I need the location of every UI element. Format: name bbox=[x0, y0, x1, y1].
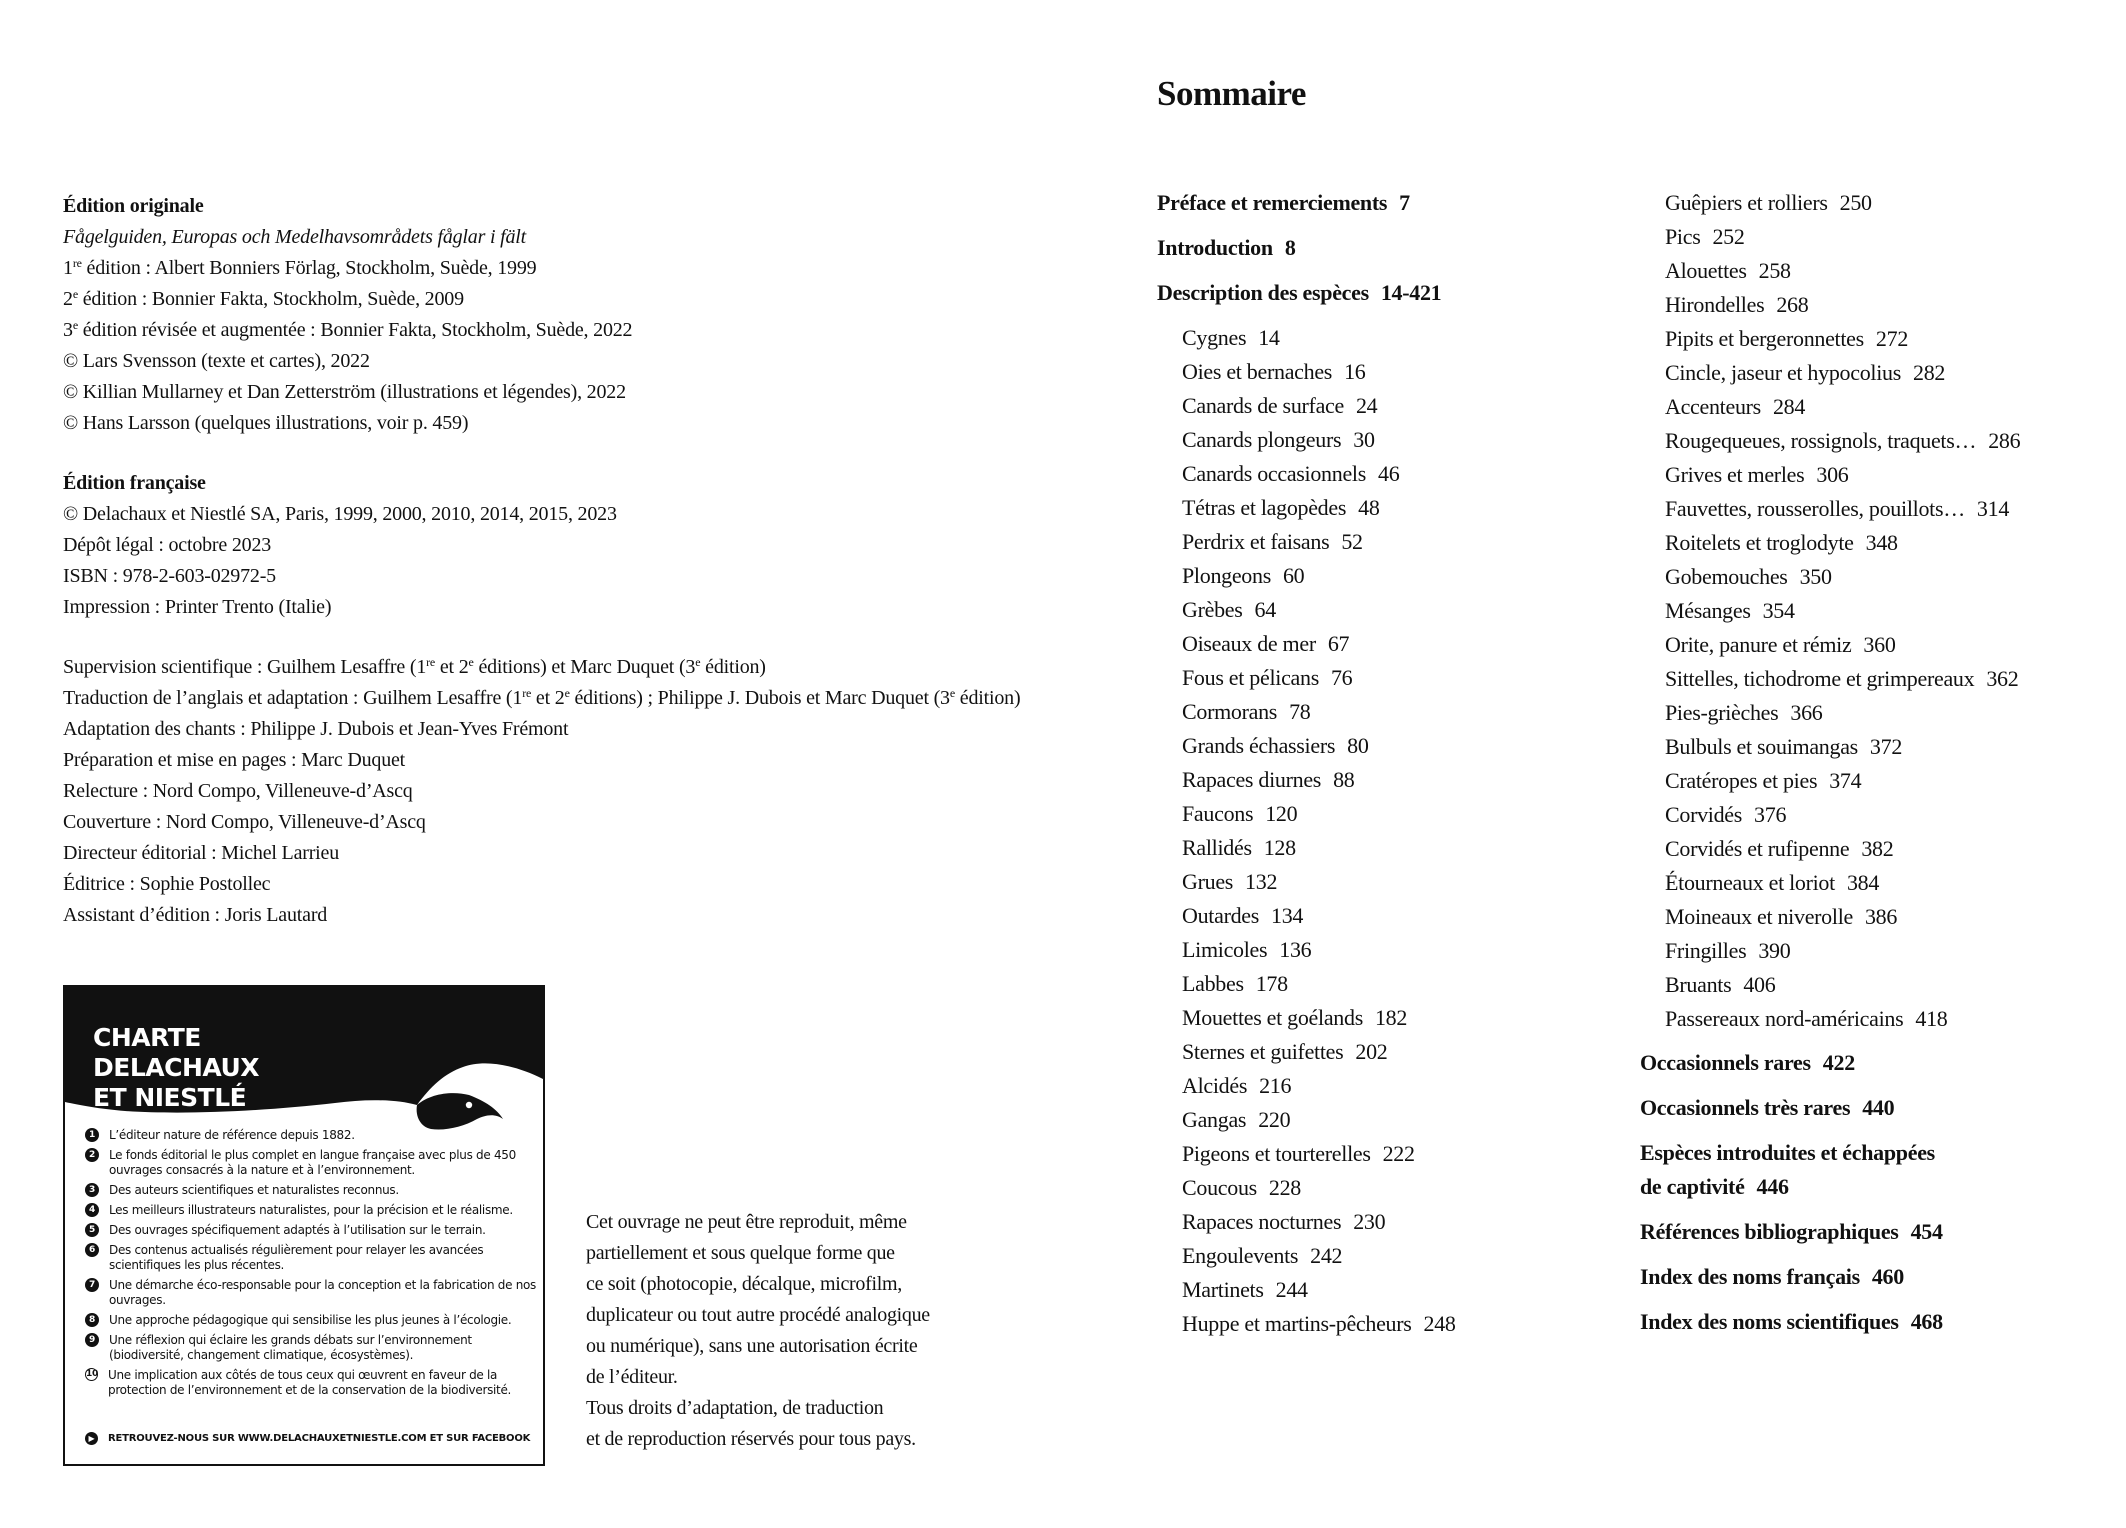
toc-label: Pics bbox=[1665, 224, 1701, 249]
edition-1-line: 1re édition : Albert Bonniers Förlag, Stockholm, Suède, 1999 bbox=[63, 256, 537, 279]
toc-page-number: 67 bbox=[1327, 631, 1350, 656]
charte-item-text: Une approche pédagogique qui sensibilise les plus jeunes à l’écologie. bbox=[109, 1313, 512, 1327]
toc-label: Cincle, jaseur et hypocolius bbox=[1665, 360, 1901, 385]
charte-item bbox=[85, 1203, 540, 1218]
charte-item-text: Le fonds éditorial le plus complet en langue française avec plus de 450 ouvrages consacrés à la nature et à l’environnement. bbox=[109, 1148, 516, 1177]
toc-entry bbox=[1640, 492, 2120, 526]
toc-entry bbox=[1157, 491, 1617, 525]
toc-label: Huppe et martins-pêcheurs bbox=[1182, 1311, 1412, 1336]
toc-label: Corvidés bbox=[1665, 802, 1743, 827]
toc-entry bbox=[1640, 390, 2120, 424]
toc-section bbox=[1640, 1091, 2120, 1125]
toc-entry bbox=[1640, 526, 2120, 560]
toc-label: Hirondelles bbox=[1665, 292, 1765, 317]
toc-entry bbox=[1157, 457, 1617, 491]
toc-label: Fauvettes, rousserolles, pouillots… bbox=[1665, 496, 1965, 521]
notice-line: Cet ouvrage ne peut être reproduit, même bbox=[586, 1211, 907, 1233]
toc-page-number: 14 bbox=[1258, 325, 1280, 350]
toc-entry bbox=[1157, 865, 1617, 899]
toc-label: Gangas bbox=[1182, 1107, 1247, 1132]
toc-page-number: 46 bbox=[1378, 461, 1400, 486]
toc-page-number: 216 bbox=[1259, 1073, 1292, 1098]
toc-entry bbox=[1640, 424, 2120, 458]
toc-entry bbox=[1640, 764, 2120, 798]
toc-page-number: 460 bbox=[1871, 1264, 1904, 1289]
toc-label: Canards de surface bbox=[1182, 393, 1344, 418]
charte-item-text: Des ouvrages spécifiquement adaptés à l’utilisation sur le terrain. bbox=[109, 1223, 486, 1237]
toc-page-number: 30 bbox=[1353, 427, 1375, 452]
toc-label: Outardes bbox=[1182, 903, 1260, 928]
toc-label: Alouettes bbox=[1665, 258, 1747, 283]
couverture-line: Couverture : Nord Compo, Villeneuve-d’Ascq bbox=[63, 811, 426, 833]
credits-block bbox=[63, 191, 1043, 931]
toc-entry bbox=[1157, 1069, 1617, 1103]
toc-label: Gobemouches bbox=[1665, 564, 1788, 589]
toc-section bbox=[1640, 1305, 2120, 1339]
toc-label: Rougequeues, rossignols, traquets… bbox=[1665, 428, 1977, 453]
toc-entry bbox=[1157, 1137, 1617, 1171]
copyright-svensson: © Lars Svensson (texte et cartes), 2022 bbox=[63, 350, 370, 372]
toc-entry bbox=[1157, 899, 1617, 933]
editrice-line: Éditrice : Sophie Postollec bbox=[63, 873, 271, 895]
toc-label: Bulbuls et souimangas bbox=[1665, 734, 1858, 759]
charte-item bbox=[85, 1313, 540, 1328]
charte-item-text: Des contenus actualisés régulièrement pour relayer les avancées scientifiques les plus récentes. bbox=[109, 1243, 484, 1272]
toc-section bbox=[1640, 1260, 2120, 1294]
number-badge-icon: 3 bbox=[85, 1183, 99, 1197]
toc-page-number: 248 bbox=[1423, 1311, 1456, 1336]
toc-section bbox=[1640, 1215, 2120, 1249]
isbn: ISBN : 978-2-603-02972-5 bbox=[63, 565, 276, 587]
toc-entry bbox=[1157, 1001, 1617, 1035]
toc-page-number: 360 bbox=[1863, 632, 1896, 657]
charte-item bbox=[85, 1148, 540, 1178]
toc-label: Fous et pélicans bbox=[1182, 665, 1319, 690]
charte-item bbox=[85, 1243, 540, 1273]
toc-entry bbox=[1157, 627, 1617, 661]
charte-item-text: L’éditeur nature de référence depuis 1882. bbox=[109, 1128, 355, 1142]
notice-line: duplicateur ou tout autre procédé analogique bbox=[586, 1304, 930, 1326]
toc-entry bbox=[1157, 389, 1617, 423]
toc-page-number: 128 bbox=[1263, 835, 1296, 860]
toc-entry bbox=[1157, 321, 1617, 355]
original-title: Fågelguiden, Europas och Medelhavsområdets fåglar i fält bbox=[63, 226, 526, 248]
charte-title-line: DELACHAUX bbox=[93, 1053, 260, 1082]
relecture-line: Relecture : Nord Compo, Villeneuve-d’Ascq bbox=[63, 780, 413, 802]
toc-label: Orite, panure et rémiz bbox=[1665, 632, 1852, 657]
toc-entry bbox=[1640, 594, 2120, 628]
toc-entry bbox=[1640, 696, 2120, 730]
toc-label: Occasionnels rares bbox=[1640, 1050, 1811, 1075]
toc-page-number: 454 bbox=[1910, 1219, 1943, 1244]
toc-entry bbox=[1157, 1205, 1617, 1239]
toc-label: Martinets bbox=[1182, 1277, 1264, 1302]
toc-entry bbox=[1157, 1035, 1617, 1069]
toc-entry bbox=[1157, 797, 1617, 831]
toc-page-number: 468 bbox=[1910, 1309, 1943, 1334]
toc-page-number: 220 bbox=[1258, 1107, 1291, 1132]
toc-label: Sittelles, tichodrome et grimpereaux bbox=[1665, 666, 1975, 691]
notice-line: de l’éditeur. bbox=[586, 1366, 678, 1388]
toc-label: Guêpiers et rolliers bbox=[1665, 190, 1828, 215]
number-badge-icon: 9 bbox=[85, 1333, 99, 1347]
copyright-larsson: © Hans Larsson (quelques illustrations, voir p. 459) bbox=[63, 412, 469, 434]
number-badge-icon: 1 bbox=[85, 1128, 99, 1142]
toc-label: Accenteurs bbox=[1665, 394, 1761, 419]
toc-page-number: 382 bbox=[1861, 836, 1894, 861]
toc-label: Moineaux et niverolle bbox=[1665, 904, 1853, 929]
toc-label: Introduction bbox=[1157, 235, 1273, 260]
charte-item-text: Les meilleurs illustrateurs naturalistes, pour la précision et le réalisme. bbox=[109, 1203, 513, 1217]
toc-page-number: 354 bbox=[1762, 598, 1795, 623]
toc-page-number: 422 bbox=[1822, 1050, 1855, 1075]
toc-page-number: 384 bbox=[1846, 870, 1880, 895]
toc-page-number: 250 bbox=[1839, 190, 1872, 215]
notice-line: et de reproduction réservés pour tous pays. bbox=[586, 1428, 916, 1450]
toc-label: Labbes bbox=[1182, 971, 1244, 996]
chants-line: Adaptation des chants : Philippe J. Dubois et Jean-Yves Frémont bbox=[63, 718, 569, 740]
toc-label: Roitelets et troglodyte bbox=[1665, 530, 1854, 555]
edition-2-line: 2e édition : Bonnier Fakta, Stockholm, Suède, 2009 bbox=[63, 287, 464, 310]
impression: Impression : Printer Trento (Italie) bbox=[63, 596, 332, 618]
charte-footer-text: RETROUVEZ-NOUS SUR WWW.DELACHAUXETNIESTLE.COM ET SUR FACEBOOK bbox=[108, 1433, 531, 1444]
toc-label: Index des noms scientifiques bbox=[1640, 1309, 1899, 1334]
charte-item bbox=[85, 1128, 540, 1143]
toc-page-number: 182 bbox=[1374, 1005, 1408, 1030]
toc-page-number: 24 bbox=[1355, 393, 1378, 418]
charte-list bbox=[85, 1128, 540, 1403]
toc-page-number: 76 bbox=[1330, 665, 1353, 690]
number-badge-icon: 6 bbox=[85, 1243, 99, 1257]
toc-page-number: 132 bbox=[1245, 869, 1278, 894]
toc-entry bbox=[1157, 729, 1617, 763]
toc-page-number: 350 bbox=[1799, 564, 1832, 589]
toc-page-number: 134 bbox=[1271, 903, 1304, 928]
toc-section bbox=[1157, 231, 1617, 265]
toc-entry bbox=[1157, 525, 1617, 559]
toc-label: Index des noms français bbox=[1640, 1264, 1860, 1289]
toc-page-number: 48 bbox=[1358, 495, 1380, 520]
notice-line: Tous droits d’adaptation, de traduction bbox=[586, 1397, 884, 1419]
toc-entry bbox=[1157, 763, 1617, 797]
toc-label: Cratéropes et pies bbox=[1665, 768, 1818, 793]
toc-label: Grues bbox=[1182, 869, 1234, 894]
toc-label: Grèbes bbox=[1182, 597, 1243, 622]
toc-page-number: 64 bbox=[1254, 597, 1276, 622]
number-badge-icon: 5 bbox=[85, 1223, 99, 1237]
charte-title bbox=[93, 1023, 259, 1113]
number-badge-icon: 7 bbox=[85, 1278, 99, 1292]
toc-section bbox=[1157, 186, 1617, 220]
toc-label: Oiseaux de mer bbox=[1182, 631, 1316, 656]
toc-column-1 bbox=[1157, 186, 1617, 1341]
toc-label: Références bibliographiques bbox=[1640, 1219, 1899, 1244]
toc-entry bbox=[1640, 186, 2120, 220]
toc-entry bbox=[1157, 1239, 1617, 1273]
number-badge-icon: 10 bbox=[86, 1369, 98, 1379]
toc-page-number: 286 bbox=[1988, 428, 2021, 453]
toc-entry bbox=[1157, 423, 1617, 457]
toc-entry bbox=[1157, 831, 1617, 865]
toc-page-number: 306 bbox=[1816, 462, 1849, 487]
toc-page-number: 374 bbox=[1829, 768, 1862, 793]
toc-label-continued: de captivité bbox=[1640, 1174, 1745, 1199]
notice-line: ou numérique), sans une autorisation écrite bbox=[586, 1335, 918, 1357]
charte-item-text: Une réflexion qui éclaire les grands débats sur l’environnement (biodiversité, changement climatique, écosystèmes). bbox=[109, 1333, 472, 1362]
toc-entry bbox=[1157, 933, 1617, 967]
toc-label: Rapaces diurnes bbox=[1182, 767, 1322, 792]
toc-entry bbox=[1640, 288, 2120, 322]
toc-page-number: 222 bbox=[1382, 1141, 1415, 1166]
toc-entry bbox=[1640, 560, 2120, 594]
toc-label: Canards plongeurs bbox=[1182, 427, 1342, 452]
toc-page-number: 8 bbox=[1284, 235, 1296, 260]
charte-title-line: ET NIESTLÉ bbox=[93, 1083, 247, 1112]
toc-label: Canards occasionnels bbox=[1182, 461, 1366, 486]
toc-page-number: 244 bbox=[1275, 1277, 1308, 1302]
charte-item bbox=[85, 1278, 540, 1308]
toc-page-number: 446 bbox=[1756, 1174, 1789, 1199]
toc-page-number: 362 bbox=[1986, 666, 2019, 691]
charte-footer bbox=[85, 1432, 530, 1445]
charte-item-text: Des auteurs scientifiques et naturalistes reconnus. bbox=[109, 1183, 399, 1197]
toc-section bbox=[1157, 276, 1617, 310]
toc-entry bbox=[1157, 1103, 1617, 1137]
toc-label: Rapaces nocturnes bbox=[1182, 1209, 1342, 1234]
toc-entry bbox=[1157, 559, 1617, 593]
toc-entry bbox=[1157, 355, 1617, 389]
toc-label: Passereaux nord-américains bbox=[1665, 1006, 1904, 1031]
toc-entry bbox=[1640, 900, 2120, 934]
toc-page-number: 406 bbox=[1743, 972, 1776, 997]
toc-page-number: 252 bbox=[1712, 224, 1745, 249]
copyright-delachaux: © Delachaux et Niestlé SA, Paris, 1999, 2000, 2010, 2014, 2015, 2023 bbox=[63, 503, 617, 525]
copyright-notice bbox=[586, 1207, 1046, 1455]
toc-entry bbox=[1640, 458, 2120, 492]
depot-legal: Dépôt légal : octobre 2023 bbox=[63, 534, 272, 556]
toc-label: Oies et bernaches bbox=[1182, 359, 1333, 384]
toc-page-number: 282 bbox=[1913, 360, 1946, 385]
toc-page-number: 120 bbox=[1265, 801, 1298, 826]
toc-label: Étourneaux et loriot bbox=[1665, 870, 1835, 895]
toc-label: Corvidés et rufipenne bbox=[1665, 836, 1850, 861]
toc-label: Plongeons bbox=[1182, 563, 1271, 588]
toc-page-number: 418 bbox=[1915, 1006, 1948, 1031]
toc-label: Préface et remerciements bbox=[1157, 190, 1388, 215]
toc-label: Espèces introduites et échappées bbox=[1640, 1140, 1935, 1165]
supervision-line: Supervision scientifique : Guilhem Lesaffre (1re et 2e éditions) et Marc Duquet (3e édition) bbox=[63, 655, 766, 678]
toc-label: Mésanges bbox=[1665, 598, 1751, 623]
toc-page-number: 80 bbox=[1347, 733, 1369, 758]
notice-line: partiellement et sous quelque forme que bbox=[586, 1242, 895, 1264]
directeur-line: Directeur éditorial : Michel Larrieu bbox=[63, 842, 340, 864]
toc-label: Sternes et guifettes bbox=[1182, 1039, 1344, 1064]
number-badge-icon: 4 bbox=[85, 1203, 99, 1217]
toc-entry bbox=[1157, 967, 1617, 1001]
edition-francaise-heading: Édition française bbox=[63, 472, 206, 494]
toc-page-number: 314 bbox=[1976, 496, 2010, 521]
assistant-line: Assistant d’édition : Joris Lautard bbox=[63, 904, 328, 926]
toc-label: Limicoles bbox=[1182, 937, 1268, 962]
preparation-line: Préparation et mise en pages : Marc Duquet bbox=[63, 749, 406, 771]
toc-page-number: 230 bbox=[1353, 1209, 1386, 1234]
toc-page-number: 178 bbox=[1255, 971, 1288, 996]
toc-label: Faucons bbox=[1182, 801, 1254, 826]
toc-page-number: 14-421 bbox=[1380, 280, 1442, 305]
toc-label: Grives et merles bbox=[1665, 462, 1805, 487]
toc-label: Fringilles bbox=[1665, 938, 1747, 963]
toc-page-number: 272 bbox=[1875, 326, 1909, 351]
toc-entry bbox=[1157, 1307, 1617, 1341]
toc-entry bbox=[1640, 798, 2120, 832]
toc-label: Tétras et lagopèdes bbox=[1182, 495, 1347, 520]
toc-page-number: 258 bbox=[1758, 258, 1791, 283]
toc-entry bbox=[1157, 1273, 1617, 1307]
toc-entry bbox=[1157, 1171, 1617, 1205]
toc-page-number: 78 bbox=[1289, 699, 1311, 724]
charte-item-text: Une implication aux côtés de tous ceux qui œuvrent en faveur de la protection de l’environnement et de la conservation de la biodiversité. bbox=[108, 1368, 512, 1397]
edition-originale-heading: Édition originale bbox=[63, 195, 204, 217]
toc-page-number: 376 bbox=[1754, 802, 1787, 827]
toc-page-number: 52 bbox=[1341, 529, 1363, 554]
toc-entry bbox=[1640, 832, 2120, 866]
toc-page-number: 372 bbox=[1869, 734, 1903, 759]
toc-page-number: 7 bbox=[1399, 190, 1410, 215]
toc-label: Cormorans bbox=[1182, 699, 1278, 724]
toc-page-number: 268 bbox=[1776, 292, 1809, 317]
charte-item bbox=[85, 1368, 540, 1398]
toc-entry bbox=[1640, 662, 2120, 696]
toc-entry bbox=[1640, 1002, 2120, 1036]
charte-box bbox=[63, 985, 545, 1466]
arrow-right-icon: ▶ bbox=[85, 1432, 98, 1445]
number-badge-icon: 2 bbox=[85, 1148, 99, 1162]
toc-page-number: 60 bbox=[1282, 563, 1305, 588]
toc-entry bbox=[1640, 628, 2120, 662]
toc-entry bbox=[1157, 593, 1617, 627]
toc-title: Sommaire bbox=[1157, 74, 1306, 113]
number-badge-icon: 8 bbox=[85, 1313, 99, 1327]
toc-label: Pipits et bergeronnettes bbox=[1665, 326, 1864, 351]
toc-label: Pies-grièches bbox=[1665, 700, 1779, 725]
toc-label: Mouettes et goélands bbox=[1182, 1005, 1363, 1030]
charte-item bbox=[85, 1333, 540, 1363]
toc-entry bbox=[1640, 254, 2120, 288]
toc-label: Pigeons et tourterelles bbox=[1182, 1141, 1371, 1166]
toc-entry bbox=[1640, 220, 2120, 254]
toc-page-number: 440 bbox=[1862, 1095, 1895, 1120]
toc-entry bbox=[1640, 934, 2120, 968]
toc-label: Coucous bbox=[1182, 1175, 1257, 1200]
toc-page-number: 202 bbox=[1355, 1039, 1388, 1064]
toc-page-number: 228 bbox=[1268, 1175, 1302, 1200]
charte-title-line: CHARTE bbox=[93, 1023, 201, 1052]
notice-line: ce soit (photocopie, décalque, microfilm, bbox=[586, 1273, 902, 1295]
toc-label: Perdrix et faisans bbox=[1182, 529, 1330, 554]
toc-label: Cygnes bbox=[1182, 325, 1247, 350]
toc-column-2 bbox=[1640, 186, 2120, 1350]
toc-label: Bruants bbox=[1665, 972, 1732, 997]
toc-entry bbox=[1640, 356, 2120, 390]
toc-section bbox=[1640, 1046, 2120, 1080]
edition-3-line: 3e édition révisée et augmentée : Bonnier Fakta, Stockholm, Suède, 2022 bbox=[63, 318, 633, 341]
toc-label: Alcidés bbox=[1182, 1073, 1248, 1098]
toc-label: Occasionnels très rares bbox=[1640, 1095, 1851, 1120]
toc-page-number: 366 bbox=[1790, 700, 1823, 725]
traduction-line: Traduction de l’anglais et adaptation : Guilhem Lesaffre (1re et 2e éditions) ; Philippe J. Dubois et Marc Duquet (3e édition) bbox=[63, 686, 1021, 709]
toc-entry bbox=[1157, 661, 1617, 695]
toc-page-number: 16 bbox=[1344, 359, 1366, 384]
toc-entry bbox=[1157, 695, 1617, 729]
toc-entry bbox=[1640, 968, 2120, 1002]
copyright-mullarney: © Killian Mullarney et Dan Zetterström (illustrations et légendes), 2022 bbox=[63, 381, 626, 403]
toc-label: Rallidés bbox=[1182, 835, 1252, 860]
toc-entry bbox=[1640, 730, 2120, 764]
toc-entry bbox=[1640, 322, 2120, 356]
toc-entry bbox=[1640, 866, 2120, 900]
charte-item-text: Une démarche éco-responsable pour la conception et la fabrication de nos ouvrages. bbox=[109, 1278, 536, 1307]
toc-page-number: 390 bbox=[1758, 938, 1791, 963]
toc-page-number: 136 bbox=[1279, 937, 1312, 962]
toc-page-number: 242 bbox=[1310, 1243, 1343, 1268]
toc-label: Description des espèces bbox=[1157, 280, 1369, 305]
charte-item bbox=[85, 1223, 540, 1238]
toc-label: Grands échassiers bbox=[1182, 733, 1336, 758]
toc-page-number: 348 bbox=[1865, 530, 1898, 555]
toc-page-number: 88 bbox=[1333, 767, 1355, 792]
toc-page-number: 386 bbox=[1864, 904, 1898, 929]
toc-page-number: 284 bbox=[1772, 394, 1806, 419]
charte-item bbox=[85, 1183, 540, 1198]
toc-label: Engoulevents bbox=[1182, 1243, 1299, 1268]
toc-section bbox=[1640, 1136, 2120, 1204]
